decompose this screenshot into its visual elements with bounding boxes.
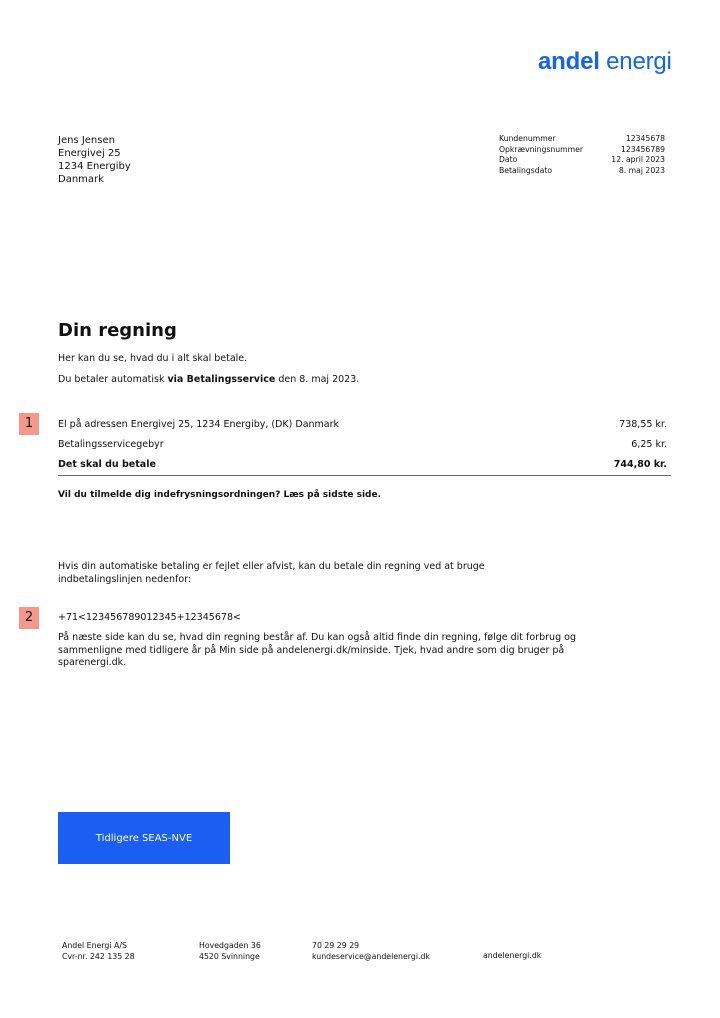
meta-row-customer-number [499, 134, 665, 145]
line-label: El på adressen Energivej 25, 1234 Energiby, (DK) Danmark [58, 418, 340, 430]
footer-street-line: 4520 Svinninge [199, 951, 260, 961]
address-street: Energivej 25 [58, 148, 121, 159]
meta-row-date [499, 155, 665, 166]
bill-table [58, 414, 671, 476]
address-name: Jens Jensen [58, 135, 115, 146]
autopay-pre: Du betaler automatisk [58, 374, 168, 385]
total-row [58, 455, 671, 476]
info-text [58, 632, 576, 670]
intro-text: Her kan du se, hvad du i alt skal betale. [58, 353, 248, 364]
address-city: 1234 Energiby [58, 161, 131, 172]
annotation-marker-1: 1 [19, 413, 39, 435]
andel-energi-logo [538, 48, 672, 76]
meta-value: 8. maj 2023 [618, 165, 665, 175]
freeze-scheme-notice: Vil du tilmelde dig indefrysningsordningen? Læs på sidste side. [58, 490, 381, 500]
payment-failed-line: indbetalingslinjen nedenfor: [58, 573, 192, 585]
meta-label: Dato [499, 155, 518, 164]
autopay-text [58, 374, 359, 385]
table-row [58, 414, 671, 435]
info-line: På næste side kan du se, hvad din regning består af. Du kan også altid finde din regning, følge dit forbrug og [58, 632, 576, 643]
footer-contact [312, 941, 430, 962]
autopay-post: den 8. maj 2023. [275, 374, 360, 385]
info-line: sammenligne med tidligere år på Min side på andelenergi.dk/minside. Tjek, hvad andre som dig bruger på [58, 644, 565, 656]
payment-line: +71<123456789012345+12345678< [58, 612, 241, 623]
payment-failed-text [58, 561, 485, 586]
meta-value: 123456789 [620, 144, 665, 154]
meta-value: 12345678 [625, 134, 665, 143]
footer-company [62, 941, 135, 962]
line-label: Betalingsservicegebyr [58, 439, 164, 451]
meta-label: Opkrævningsnummer [499, 144, 584, 154]
footer-website[interactable]: andelenergi.dk [483, 951, 542, 960]
info-line: sparenergi.dk. [58, 657, 127, 668]
logo-part1: andel [538, 48, 600, 75]
payment-failed-line: Hvis din automatiske betaling er fejlet eller afvist, kan du betale din regning ved at bruge [58, 561, 485, 572]
invoice-meta [499, 134, 665, 176]
table-row [58, 435, 671, 456]
meta-label: Kundenummer [499, 134, 556, 143]
footer-email: kundeservice@andelenergi.dk [312, 951, 430, 961]
footer-street [199, 941, 261, 962]
footer-street-line: Hovedgaden 36 [199, 941, 261, 950]
total-amount: 744,80 kr. [613, 459, 667, 471]
meta-row-payment-date [499, 166, 665, 177]
footer-cvr: Cvr-nr. 242 135 28 [62, 951, 135, 961]
autopay-bold: via Betalingsservice [167, 374, 276, 385]
address-country: Danmark [58, 174, 104, 185]
customer-address [58, 134, 131, 186]
footer-company-name: Andel Energi A/S [62, 941, 127, 950]
line-amount: 738,55 kr. [619, 418, 667, 430]
previous-seas-nve-button[interactable]: Tidligere SEAS-NVE [58, 812, 230, 864]
line-amount: 6,25 kr. [631, 439, 667, 451]
meta-label: Betalingsdato [499, 165, 553, 175]
annotation-marker-2: 2 [19, 607, 39, 629]
footer-phone: 70 29 29 29 [312, 941, 360, 950]
meta-row-invoice-number [499, 145, 665, 156]
total-label: Det skal du betale [58, 459, 156, 471]
meta-value: 12. april 2023 [611, 155, 665, 164]
logo-part2: energi [606, 48, 672, 75]
page-title: Din regning [58, 320, 177, 341]
